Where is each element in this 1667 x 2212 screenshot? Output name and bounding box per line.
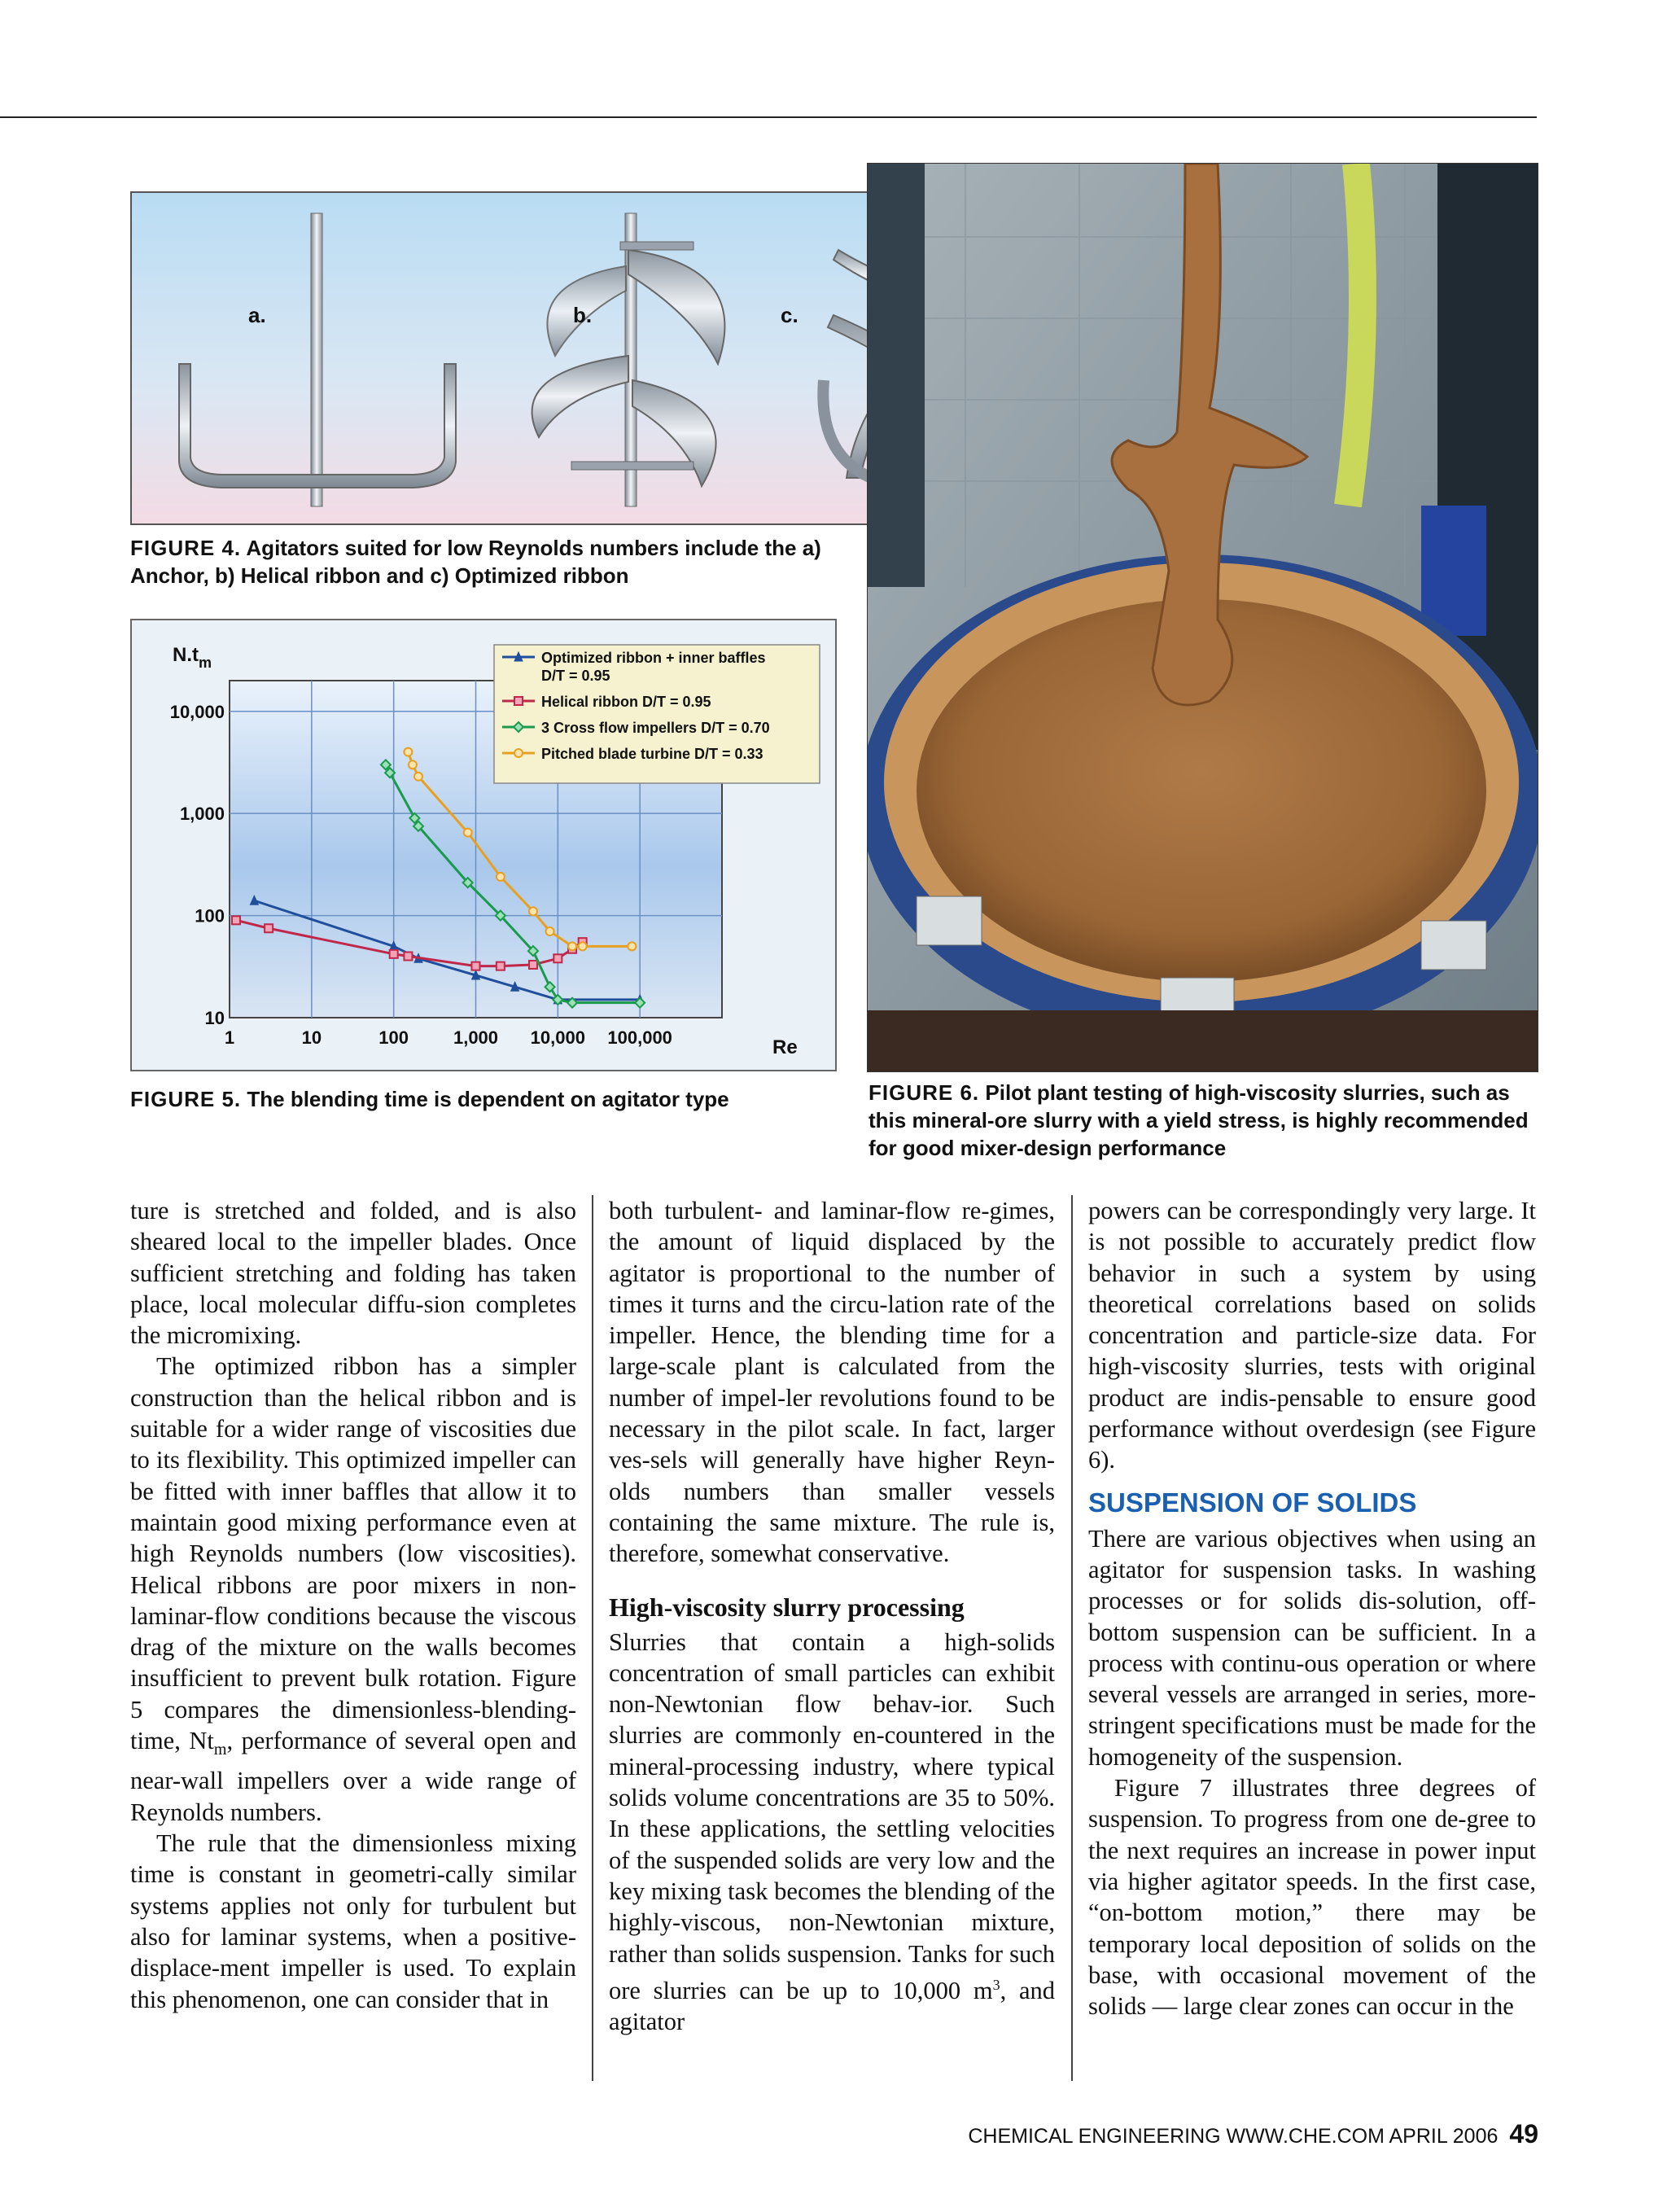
chart-data-point: [265, 924, 273, 932]
chart-data-point: [497, 873, 505, 881]
column-divider-1: [592, 1195, 593, 2081]
chart-y-tick-label: 1,000: [179, 804, 225, 825]
chart-data-point: [628, 942, 636, 950]
figure-6-photo: [867, 163, 1538, 1072]
anchor-impeller: [179, 213, 456, 506]
chart-legend: [494, 645, 820, 783]
figure-4-label-c: c.: [781, 303, 798, 327]
chart-data-point: [546, 927, 554, 935]
chart-legend-entry: Helical ribbon D/T = 0.95: [541, 694, 711, 710]
page-number: 49: [1509, 2119, 1538, 2148]
figure-5-caption: [130, 1085, 847, 1113]
figure-6-caption-text: Pilot plant testing of high-viscosity slurries, such as this mineral-ore slurry with a yield stress, is highly recommended for good mixer-design performance: [869, 1080, 1529, 1160]
figure-6-number: FIGURE 6.: [869, 1080, 980, 1105]
chart-legend-entry: Pitched blade turbine D/T = 0.33: [541, 746, 763, 762]
chart-legend-marker: [514, 749, 523, 757]
chart-data-point: [414, 773, 422, 781]
chart-data-point: [404, 952, 412, 960]
chart-data-point: [529, 961, 537, 969]
chart-data-point: [529, 907, 537, 915]
figure-4-caption-text: Agitators suited for low Reynolds numbers include the a) Anchor, b) Helical ribbon and c) Optimized ribbon: [130, 536, 821, 588]
figure-5-caption-text: The blending time is dependent on agitator type: [247, 1087, 729, 1111]
chart-legend-entry: Optimized ribbon + inner baffles D/T = 0.95: [541, 650, 766, 684]
text-column-1: [130, 1195, 576, 2015]
chart-data-point: [464, 829, 472, 837]
figure-4-label-b: b.: [573, 303, 593, 327]
chart-canvas: [132, 620, 835, 1070]
chart-x-tick-label: 10,000: [530, 1027, 585, 1048]
col2-paragraph-1: both turbulent- and laminar-flow re-gimes, the amount of liquid displaced by the agitator is proportional to the number of times it turns and the circu-lation rate of the impeller. Hence, the blending time for a large-scale plant is calculated from the number of impel-ler revolutions found to be necessary in the pilot scale. In fact, larger ves-sels will generally have higher Reyn-olds numbers than smaller vessels containing the same mixture. The rule is, therefore, somewhat conservative.: [609, 1197, 1055, 1568]
col1-paragraph-2-tail: , performance of several open and near-wall impellers over a wide range of Reynolds numbers.: [130, 1727, 576, 1826]
chart-data-point: [390, 950, 398, 958]
figure-4-number: FIGURE 4.: [130, 536, 242, 560]
chart-x-label: Re: [772, 1036, 798, 1058]
page-footer: [968, 2119, 1538, 2149]
chart-x-tick-label: 100: [378, 1027, 409, 1048]
col2-paragraph-2: [609, 1627, 1055, 2038]
figure-6-caption: [869, 1079, 1536, 1162]
chart-data-point: [232, 916, 240, 924]
top-rule: [0, 116, 1537, 118]
section-heading-suspension: SUSPENSION OF SOLIDS: [1088, 1487, 1417, 1518]
chart-x-tick-label: 100,000: [607, 1027, 672, 1048]
col1-subscript: m: [213, 1741, 227, 1759]
figure-4-caption: [130, 534, 847, 589]
col3-paragraph-2: There are various objectives when using an agitator for suspension tasks. In washing processes or for solids dis-solution, off-bottom suspension can be sufficient. In a process with continu-ous operation or where several vessels are arranged in series, more-stringent specifications must be made for the homogeneity of the suspension.: [1088, 1524, 1536, 1771]
col1-paragraph-1: ture is stretched and folded, and is also sheared local to the impeller blades. Once sufficient stretching and folding has taken place, local molecular diffu-sion completes the micromixing.: [130, 1197, 576, 1350]
chart-data-point: [553, 954, 562, 962]
chart-y-tick-label: 10,000: [169, 701, 225, 722]
chart-y-tick-label: 10: [204, 1008, 225, 1028]
text-column-3: [1088, 1195, 1536, 2021]
figure-5-number: FIGURE 5.: [130, 1087, 242, 1111]
col2-superscript: 3: [992, 1976, 1000, 1993]
footer-publication: CHEMICAL ENGINEERING WWW.CHE.COM APRIL 2006: [968, 2125, 1499, 2148]
chart-data-point: [472, 962, 480, 970]
chart-x-tick-label: 1: [224, 1027, 235, 1048]
chart-x-tick-label: 1,000: [453, 1027, 499, 1048]
figure-4-label-a: a.: [248, 303, 266, 327]
chart-data-point: [568, 942, 576, 950]
chart-y-tick-label: 100: [195, 905, 225, 926]
chart-data-point: [404, 748, 412, 756]
chart-legend-entry: 3 Cross flow impellers D/T = 0.70: [541, 720, 770, 736]
chart-data-point: [409, 760, 417, 769]
col2-subheading: High-viscosity slurry processing: [609, 1592, 965, 1622]
chart-y-label: $N.t_m$: [173, 644, 212, 671]
helical-ribbon-impeller: [532, 213, 725, 506]
chart-data-point: [497, 962, 505, 970]
col1-paragraph-2-text: The optimized ribbon has a simpler construction than the helical ribbon and is suitable for a wider range of viscosities due to its flexibility. This optimized impeller can be fitted with inner baffles that allow it to maintain good mixing performance even at high Reynolds numbers (low viscosities). Helical ribbons are poor mixers in non-laminar-flow conditions because the viscous drag of the mixture on the walls becomes insufficient to prevent bulk rotation. Figure 5 compares the dimensionless-blending-time, Nt: [130, 1352, 576, 1755]
col3-paragraph-1: powers can be correspondingly very large. It is not possible to accurately predict flow behavior in such a system by using theoretical correlations based on solids concentration and particle-size data. For high-viscosity slurries, tests with original product are indis-pensable to ensure good performance without overdesign (see Figure 6).: [1088, 1197, 1536, 1474]
figure-5-chart: [130, 619, 837, 1071]
column-divider-2: [1071, 1195, 1073, 2081]
col1-paragraph-3: The rule that the dimensionless mixing time is constant in geometri-cally similar systems applies not only for turbulent but also for laminar systems, when a positive-displace-ment impeller is used. To explain this phenomenon, one can consider that in: [130, 1829, 576, 2013]
col2-paragraph-2-text: Slurries that contain a high-solids concentration of small particles can exhibit non-Newtonian flow behav-ior. Such slurries are commonly en-countered in the mineral-processing industry, where typical solids volume concentrations are 35 to 50%. In these applications, the settling velocities of the suspended solids are very low and the key mixing task becomes the blending of the highly-viscous, non-Newtonian mixture, rather than solids suspension. Tanks for such ore slurries can be up to 10,000 m: [609, 1627, 1055, 2004]
chart-legend-marker: [514, 697, 523, 705]
col3-paragraph-3: Figure 7 illustrates three degrees of suspension. To progress from one de-gree to the next requires an increase in power input via higher agitator speeds. In the first case, “on-bottom motion,” there may be temporary local deposition of solids on the base, with occasional movement of the solids — large clear zones can occur in the: [1088, 1774, 1536, 2021]
chart-data-point: [579, 942, 587, 950]
text-column-2: [609, 1195, 1055, 2038]
chart-x-tick-label: 10: [301, 1027, 322, 1048]
col1-paragraph-2: [130, 1351, 576, 1828]
col2-paragraph-2-tail: , and agitator: [609, 1976, 1055, 2036]
